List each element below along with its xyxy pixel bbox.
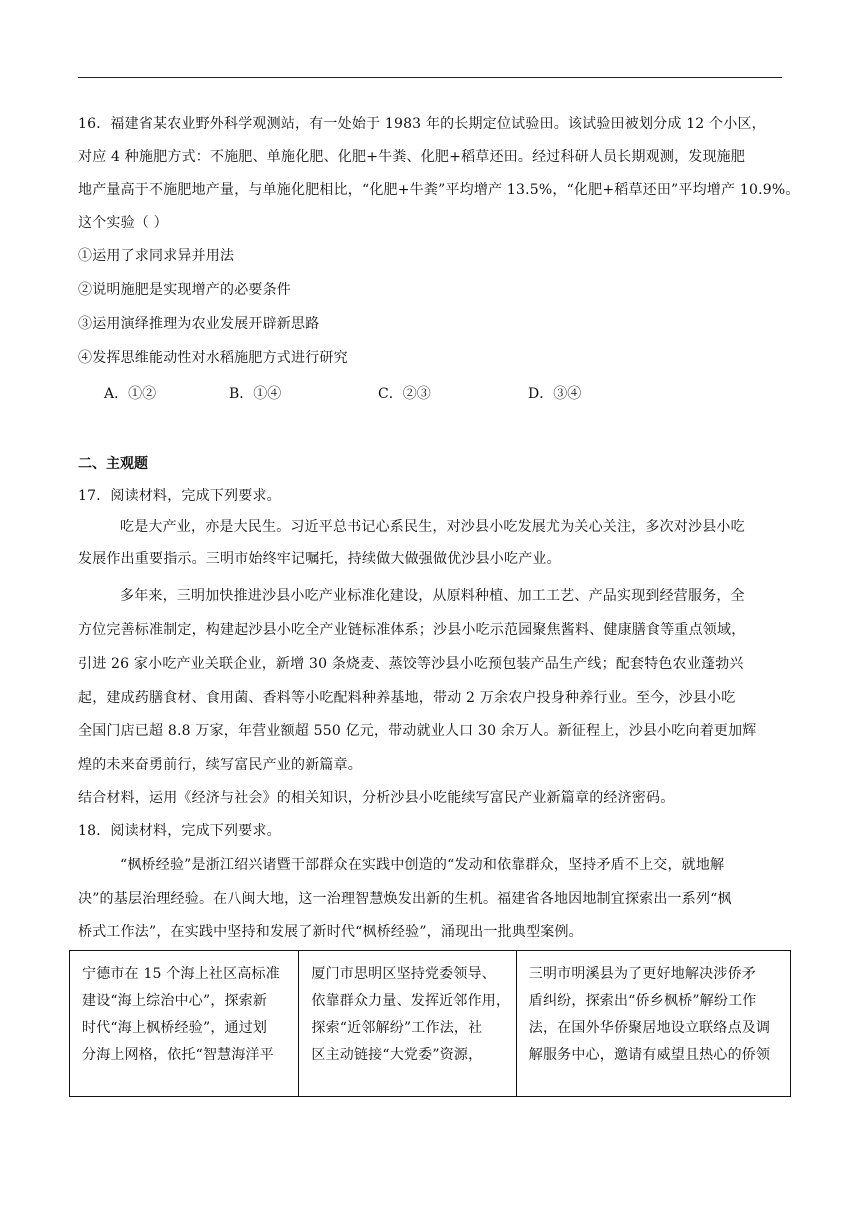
q17-para2-line-2: 方位完善标准制定，构建起沙县小吃全产业链标准体系；沙县小吃示范园聚焦酱料、健康膳食等重点领域， [78, 622, 746, 638]
case-cell-xiamen-line-1: 厦门市思明区坚持党委领导、 [311, 966, 496, 982]
q17-intro: 17．阅读材料，完成下列要求。 [78, 488, 281, 504]
q17-para2-line-5: 全国门店已超 8.8 万家，年营业额超 550 亿元，带动就业人口 30 余万人。新征程上，沙县小吃向着更加辉 [78, 723, 757, 739]
q17-para2-line-4: 起，建成药膳食材、食用菌、香料等小吃配料种养基地，带动 2 万余农户投身种养行业。至今，沙县小吃 [78, 690, 736, 706]
q16-stem-line-2: 对应 4 种施肥方式：不施肥、单施化肥、化肥+牛粪、化肥+稻草还田。经过科研人员长期观测，发现施肥 [78, 149, 746, 165]
q18-para1-line-2: 决”的基层治理经验。在八闽大地，这一治理智慧焕发出新的生机。福建省各地因地制宜探索出一系列“枫 [78, 891, 732, 907]
q16-stem-line-1: 16．福建省某农业野外科学观测站，有一处始于 1983 年的长期定位试验田。该试验田被划分成 12 个小区， [78, 116, 766, 132]
q17-para2-line-6: 煌的未来奋勇前行，续写富民产业的新篇章。 [78, 757, 362, 773]
case-cell-ningde-line-2: 建设“海上综治中心”，探索新 [82, 993, 268, 1009]
case-table [69, 950, 791, 1097]
case-cell-xiamen [299, 951, 516, 1096]
q16-item-1: ①运用了求同求异并用法 [78, 248, 235, 264]
q18-intro: 18．阅读材料，完成下列要求。 [78, 823, 281, 839]
q16-option-c[interactable]: C．②③ [378, 386, 431, 402]
q16-option-d[interactable]: D．③④ [528, 386, 582, 402]
case-cell-mingxi [517, 951, 790, 1096]
section-title-subjective: 二、主观题 [78, 456, 148, 472]
q18-para1-line-1: “枫桥经验”是浙江绍兴诸暨干部群众在实践中创造的“发动和依靠群众，坚持矛盾不上交，就地解 [120, 857, 725, 873]
q17-para2-line-1: 多年来，三明加快推进沙县小吃产业标准化建设，从原料种植、加工工艺、产品实现到经营服务，全 [120, 588, 745, 604]
q16-item-2: ②说明施肥是实现增产的必要条件 [78, 282, 291, 298]
case-cell-xiamen-line-2: 依靠群众力量、发挥近邻作用， [311, 993, 511, 1009]
q17-task: 结合材料，运用《经济与社会》的相关知识，分析沙县小吃能续写富民产业新篇章的经济密码。 [78, 790, 675, 806]
header-rule [78, 77, 782, 78]
q17-para1-line-1: 吃是大产业，亦是大民生。习近平总书记心系民生，对沙县小吃发展尤为关心关注，多次对沙县小吃 [120, 519, 745, 535]
q17-para2-line-3: 引进 26 家小吃产业关联企业，新增 30 条烧麦、蒸饺等沙县小吃预包装产品生产线；配套特色农业蓬勃兴 [78, 656, 744, 672]
q16-option-b[interactable]: B．①④ [229, 386, 282, 402]
q16-item-3: ③运用演绎推理为农业发展开辟新思路 [78, 316, 320, 332]
q16-stem-line-4: 这个实验（ ） [78, 215, 168, 231]
case-cell-ningde-line-4: 分海上网格，依托“智慧海洋平 [82, 1047, 274, 1063]
case-cell-mingxi-line-1: 三明市明溪县为了更好地解决涉侨矛 [528, 966, 756, 982]
q17-para1-line-2: 发展作出重要指示。三明市始终牢记嘱托，持续做大做强做优沙县小吃产业。 [78, 551, 561, 567]
case-cell-mingxi-line-2: 盾纠纷，探索出“侨乡枫桥”解纷工作 [528, 993, 757, 1009]
case-cell-mingxi-line-3: 法，在国外华侨聚居地设立联络点及调 [528, 1020, 771, 1036]
q18-para1-line-3: 桥式工作法”，在实践中坚持和发展了新时代“枫桥经验”，涌现出一批典型案例。 [78, 924, 583, 940]
q16-option-a[interactable]: A．①② [104, 386, 157, 402]
q16-item-4: ④发挥思维能动性对水稻施肥方式进行研究 [78, 350, 348, 366]
case-cell-mingxi-line-4: 解服务中心，邀请有威望且热心的侨领 [528, 1047, 771, 1063]
q16-stem-line-3: 地产量高于不施肥地产量，与单施化肥相比，“化肥+牛粪”平均增产 13.5%，“化肥+稻草还田”平均增产 10.9%。 [78, 182, 800, 198]
case-cell-ningde-line-1: 宁德市在 15 个海上社区高标准 [82, 966, 280, 982]
case-cell-ningde-line-3: 时代“海上枫桥经验”，通过划 [82, 1020, 268, 1036]
case-cell-ningde [70, 951, 299, 1096]
case-cell-xiamen-line-3: 探索“近邻解纷”工作法，社 [311, 1020, 483, 1036]
q16-options [104, 383, 664, 403]
case-cell-xiamen-line-4: 区主动链接“大党委”资源， [311, 1047, 483, 1063]
